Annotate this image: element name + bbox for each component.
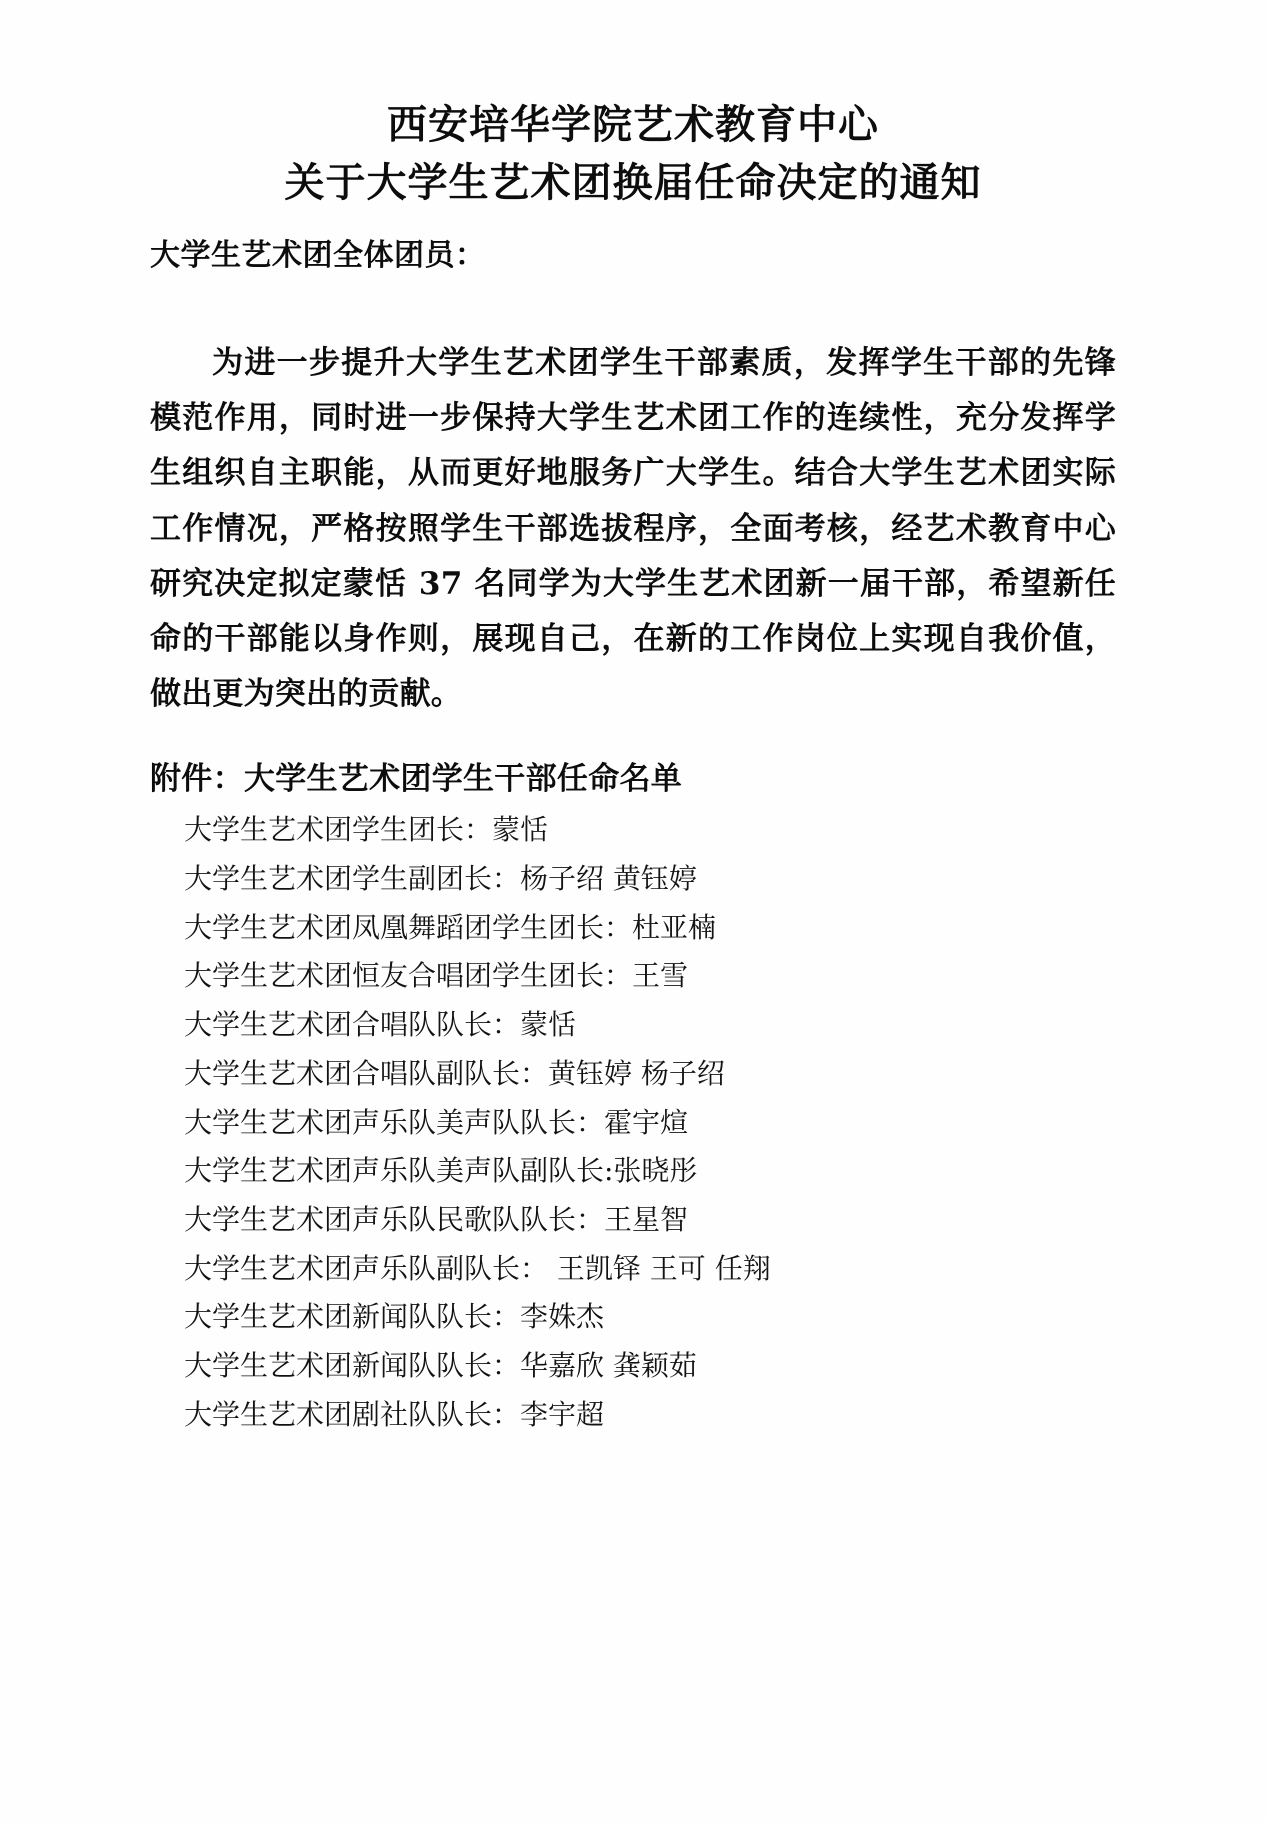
- list-item: 大学生艺术团声乐队美声队副队长:张晓彤: [184, 1154, 698, 1188]
- list-item: 大学生艺术团声乐队副队长： 王凯铎 王可 任翔: [184, 1251, 771, 1285]
- list-item: 大学生艺术团新闻队队长：李姝杰: [184, 1300, 605, 1334]
- document-title-line-1: 西安培华学院艺术教育中心: [387, 101, 879, 148]
- roster-list: [150, 806, 1116, 1439]
- list-item: 大学生艺术团新闻队队长：华嘉欣 龚颖茹: [184, 1349, 697, 1383]
- list-item: 大学生艺术团合唱队副队长：黄钰婷 杨子绍: [184, 1056, 725, 1090]
- salutation: 大学生艺术团全体团员：: [150, 238, 486, 273]
- attachment-title: 附件：大学生艺术团学生干部任命名单: [150, 761, 683, 798]
- body-paragraph: 为进一步提升大学生艺术团学生干部素质，发挥学生干部的先锋模范作用，同时进一步保持大学生艺术团工作的连续性，充分发挥学生组织自主职能，从而更好地服务广大学生。结合大学生艺术团实际工作情况，严格按照学生干部选拔程序，全面考核，经艺术教育中心研究决定拟定蒙恬 37 名同学为大学生艺术团新一届干部，希望新任命的干部能以身作则，展现自己，在新的工作岗位上实现自我价值，做出更为突出的贡献。: [150, 345, 1116, 713]
- list-item: 大学生艺术团恒友合唱团学生团长：王雪: [184, 959, 689, 993]
- document-title-line-2: 关于大学生艺术团换届任命决定的通知: [284, 159, 982, 206]
- list-item: 大学生艺术团学生团长：蒙恬: [184, 813, 549, 847]
- list-item: 大学生艺术团凤凰舞蹈团学生团长：杜亚楠: [184, 910, 717, 944]
- document-title: [150, 96, 1116, 212]
- list-item: 大学生艺术团声乐队民歌队队长：王星智: [184, 1202, 689, 1236]
- list-item: 大学生艺术团剧社队队长：李宇超: [184, 1397, 605, 1431]
- list-item: 大学生艺术团合唱队队长：蒙恬: [184, 1008, 577, 1042]
- list-item: 大学生艺术团声乐队美声队队长：霍宇煊: [184, 1105, 689, 1139]
- list-item: 大学生艺术团学生副团长：杨子绍 黄钰婷: [184, 861, 697, 895]
